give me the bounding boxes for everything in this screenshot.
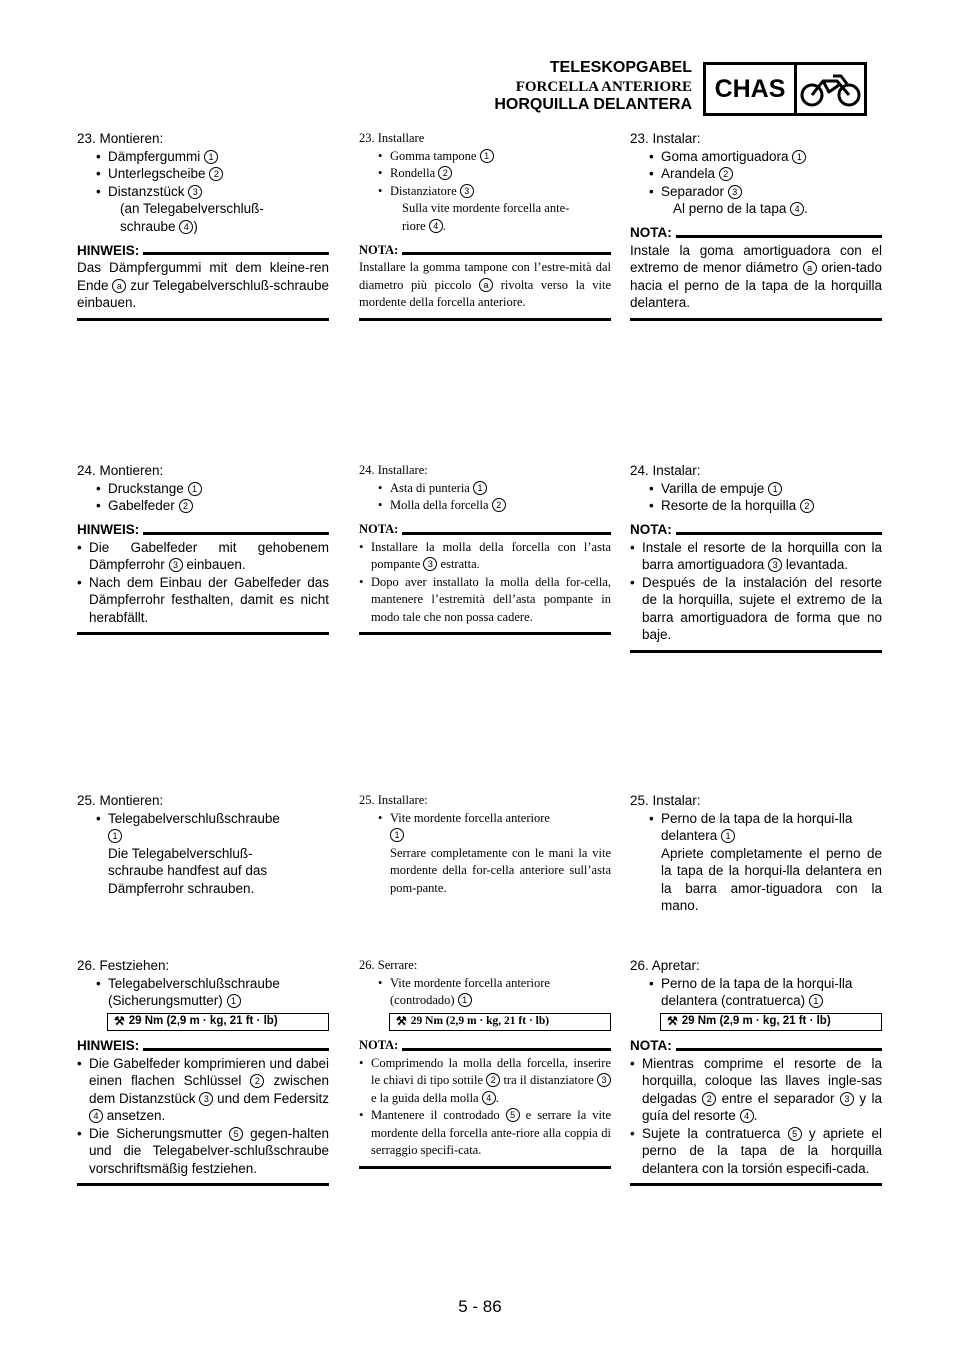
note-label: NOTA:	[630, 225, 672, 240]
note-label: HINWEIS:	[77, 522, 140, 537]
note-box: NOTA: Installare la gomma tampone con l’estre-mità dal diametro più piccolo a rivolta verso la vite mordente della forcella anteriore.	[359, 241, 611, 321]
page-number: 5 - 86	[458, 1297, 502, 1316]
list-item: • Distanzstück 3	[77, 183, 329, 201]
step-title: 25. Montieren:	[77, 793, 164, 808]
wrench-icon: ⚒	[114, 1013, 125, 1028]
list-item: • Rondella 2	[359, 165, 611, 183]
note-box: NOTA: • Comprimendo la molla della forcella, inserire le chiavi di tipo sottile 2 tra il distanziatore 3 e la guida della molla 4 . • Mantenere il controdado 5 e serrare la vite mordente della forcella ante-riore alla coppia di serraggio specifi-cata.	[359, 1037, 611, 1169]
torque-spec: ⚒ 29 Nm (2,9 m · kg, 21 ft · lb)	[660, 1013, 882, 1031]
list-item: • Resorte de la horquilla 2	[630, 497, 882, 515]
step-25-es	[630, 792, 882, 915]
header-title-de: TELESKOPGABEL	[549, 59, 692, 76]
continuation-text: (an Telegabelverschluß-	[120, 201, 264, 216]
continuation-text: Sulla vite mordente forcella ante-	[402, 201, 570, 215]
step-title: 25. Installare:	[359, 793, 428, 807]
step-23-es	[630, 130, 882, 321]
list-item: • Perno de la tapa de la horqui-lla delantera (contratuerca) 1	[630, 975, 882, 1010]
wrench-icon: ⚒	[396, 1013, 407, 1028]
wrench-icon: ⚒	[667, 1013, 678, 1028]
continuation-text: (Sicherungsmutter) 1	[77, 992, 329, 1010]
continuation-text: schraube handfest auf das	[108, 863, 268, 878]
step-23-it	[359, 130, 611, 321]
step-24-it	[359, 462, 611, 635]
list-item: • Gabelfeder 2	[77, 497, 329, 515]
continuation-text: (controdado) 1	[359, 992, 611, 1010]
list-item: • Molla della forcella 2	[359, 497, 611, 515]
section-badge	[703, 62, 867, 116]
note-label: NOTA:	[630, 522, 672, 537]
torque-spec: ⚒ 29 Nm (2,9 m · kg, 21 ft · lb)	[389, 1013, 611, 1031]
list-item: • Separador 3	[630, 183, 882, 201]
note-box: HINWEIS: Das Dämpfergummi mit dem kleine-ren Ende a zur Telegabelverschluß-schraube einbauen.	[77, 241, 329, 321]
list-item: • Telegabelverschlußschraube	[77, 975, 329, 993]
step-title: 26. Serrare:	[359, 958, 418, 972]
note-box: NOTA: • Installare la molla della forcella con l’asta pompante 3 estratta. • Dopo aver installato la molla della for-cella, mantenere l’estremità dell’asta pompante in modo tale che non possa cadere.	[359, 521, 611, 636]
step-title: 23. Installare	[359, 131, 425, 145]
list-item: • Telegabelverschlußschraube 1	[77, 810, 329, 845]
step-title: 26. Festziehen:	[77, 958, 170, 973]
step-24-de	[77, 462, 329, 635]
list-item: • Dämpfergummi 1	[77, 148, 329, 166]
continuation-text: Serrare completamente con le mani la vite mordente della for-cella anteriore sull’asta pom-pante.	[390, 845, 611, 895]
note-label: HINWEIS:	[77, 1038, 140, 1053]
note-box: NOTA: Instale la goma amortiguadora con el extremo de menor diámetro a orien-tado hacia el perno de la tapa de la horquilla delantera.	[630, 224, 882, 321]
step-25-de	[77, 792, 329, 897]
continuation-text: Dämpferrohr schrauben.	[108, 880, 255, 896]
header-title-it: FORCELLA ANTERIORE	[515, 79, 692, 95]
step-title: 24. Instalar:	[630, 463, 701, 478]
torque-spec: ⚒ 29 Nm (2,9 m · kg, 21 ft · lb)	[107, 1013, 329, 1031]
step-26-es	[630, 957, 882, 1186]
step-title: 23. Instalar:	[630, 131, 701, 146]
list-item: • Perno de la tapa de la horqui-lla delantera 1	[630, 810, 882, 845]
continuation-text: Al perno de la tapa 4 .	[673, 201, 808, 216]
note-box: NOTA: • Mientras comprime el resorte de la horquilla, coloque las llaves ingle-sas delgadas 2 entre el separador 3 y la guía del resorte 4 . • Sujete la contratuerca 5 y apriete el perno de la tapa de la horquilla delantera con la torsión especifi-cada.	[630, 1037, 882, 1187]
list-item: • Arandela 2	[630, 165, 882, 183]
step-title: 23. Montieren:	[77, 131, 164, 146]
header-title-es: HORQUILLA DELANTERA	[494, 96, 692, 113]
step-23-de	[77, 130, 329, 321]
continuation-text: Apriete completamente el perno de la tapa de la horqui-lla delantera en la barra amor-tiguadora con la mano.	[661, 845, 882, 913]
step-title: 25. Instalar:	[630, 793, 701, 808]
note-box: NOTA: • Instale el resorte de la horquilla con la barra amortiguadora 3 levantada. • Después de la instalación del resorte de la horquilla, sujete el extremo de la barra amortiguadora de forma que no baje.	[630, 521, 882, 653]
continuation-text: Die Telegabelverschluß-	[108, 845, 253, 861]
list-item: • Vite mordente forcella anteriore 1	[359, 810, 611, 845]
motorcycle-icon	[797, 65, 864, 113]
list-item: • Asta di punteria 1	[359, 480, 611, 498]
note-label: NOTA:	[359, 522, 399, 536]
continuation-text: schraube 4 )	[120, 218, 198, 234]
list-item: • Vite mordente forcella anteriore	[359, 975, 611, 993]
step-24-es	[630, 462, 882, 653]
step-26-it	[359, 957, 611, 1169]
list-item: • Druckstange 1	[77, 480, 329, 498]
note-box: HINWEIS: • Die Gabelfeder komprimieren und dabei einen flachen Schlüssel 2 zwischen dem Distanzstück 3 und dem Federsitz 4 ansetzen. • Die Sicherungsmutter 5 gegen-halten und die Telegabelver-schlußschraube vorschriftsmäßig festziehen.	[77, 1037, 329, 1187]
step-title: 24. Installare:	[359, 463, 428, 477]
note-label: NOTA:	[359, 1038, 399, 1052]
note-box: HINWEIS: • Die Gabelfeder mit gehobenem Dämpferrohr 3 einbauen. • Nach dem Einbau der Gabelfeder das Dämpferrohr festhalten, damit es nicht herabfällt.	[77, 521, 329, 636]
note-label: NOTA:	[630, 1038, 672, 1053]
step-title: 24. Montieren:	[77, 463, 164, 478]
note-label: NOTA:	[359, 242, 399, 257]
list-item: • Distanziatore 3	[359, 183, 611, 201]
step-25-it	[359, 792, 611, 897]
list-item: • Gomma tampone 1	[359, 148, 611, 166]
list-item: • Varilla de empuje 1	[630, 480, 882, 498]
step-26-de	[77, 957, 329, 1186]
list-item: • Goma amortiguadora 1	[630, 148, 882, 166]
section-label: CHAS	[706, 65, 797, 113]
step-title: 26. Apretar:	[630, 958, 700, 973]
list-item: • Unterlegscheibe 2	[77, 165, 329, 183]
continuation-text: riore 4 .	[402, 218, 446, 233]
note-label: HINWEIS:	[77, 242, 140, 258]
